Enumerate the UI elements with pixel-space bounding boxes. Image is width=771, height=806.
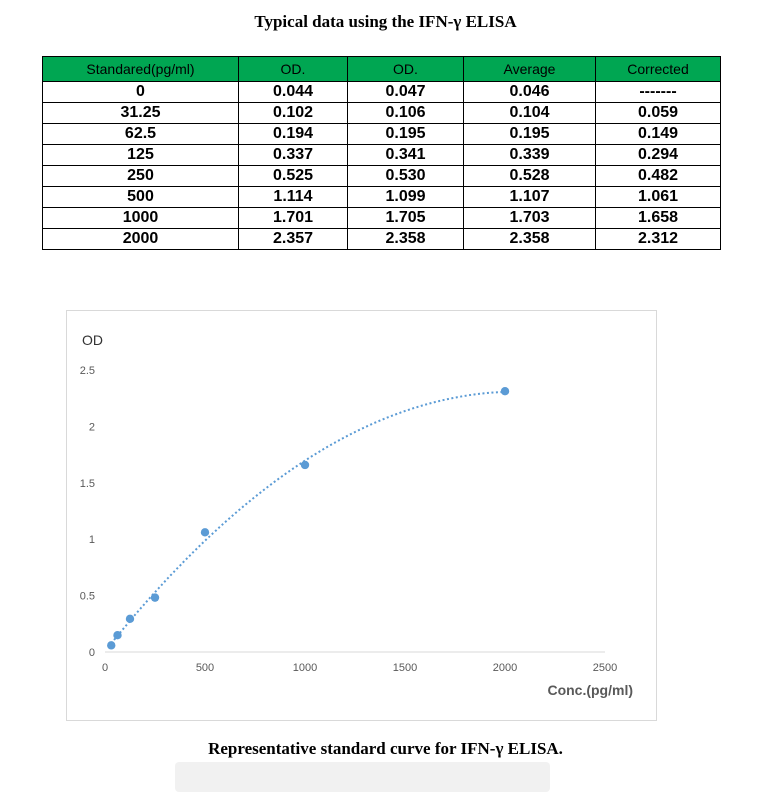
column-header: Average	[464, 57, 596, 82]
data-point	[201, 528, 209, 536]
table-cell: 0.294	[596, 145, 721, 166]
x-tick-label: 2500	[592, 662, 618, 674]
table-row	[43, 124, 721, 145]
table-cell: 2.358	[464, 229, 596, 250]
y-tick-label: 2	[88, 421, 95, 434]
table-cell: 0.104	[464, 103, 596, 124]
table-cell: 0	[43, 82, 239, 103]
table-row	[43, 82, 721, 103]
table-cell: 0.044	[239, 82, 348, 103]
table-row	[43, 229, 721, 250]
data-table	[42, 56, 721, 250]
data-point	[107, 641, 115, 649]
table-cell: 0.195	[348, 124, 464, 145]
x-tick-labels	[102, 662, 617, 674]
table-cell: 1.099	[348, 187, 464, 208]
table-cell: 1.705	[348, 208, 464, 229]
column-header: Standared(pg/ml)	[43, 57, 239, 82]
y-tick-label: 1	[88, 534, 95, 547]
table-cell: 0.106	[348, 103, 464, 124]
table-cell: 1.701	[239, 208, 348, 229]
data-point	[301, 461, 309, 469]
table-cell: 0.194	[239, 124, 348, 145]
table-cell: 125	[43, 145, 239, 166]
table-cell: 2.358	[348, 229, 464, 250]
table-cell: 0.337	[239, 145, 348, 166]
table-cell: 1.114	[239, 187, 348, 208]
table-row	[43, 103, 721, 124]
table-cell: 0.525	[239, 166, 348, 187]
x-tick-label: 500	[195, 662, 215, 674]
table-cell: 1.703	[464, 208, 596, 229]
table-row	[43, 208, 721, 229]
x-tick-label: 0	[101, 662, 109, 674]
decorative-shadow-bar	[175, 762, 550, 792]
table-cell: 1.658	[596, 208, 721, 229]
table-cell: 0.482	[596, 166, 721, 187]
table-cell: 0.195	[464, 124, 596, 145]
y-tick-labels	[80, 365, 95, 659]
table-cell: 0.149	[596, 124, 721, 145]
table-cell: 2.357	[239, 229, 348, 250]
table-cell: 0.102	[239, 103, 348, 124]
standard-curve-chart	[66, 310, 657, 721]
trendline	[111, 392, 505, 644]
data-point	[126, 615, 134, 623]
table-cell: 0.341	[348, 145, 464, 166]
y-tick-label: 1.5	[79, 477, 95, 490]
table-row	[43, 166, 721, 187]
chart-svg	[67, 311, 656, 720]
table-cell: 500	[43, 187, 239, 208]
y-tick-label: 0.5	[79, 590, 95, 603]
table-row	[43, 187, 721, 208]
y-tick-label: 0	[88, 647, 95, 659]
chart-caption: Representative standard curve for IFN-γ ELISA.	[208, 739, 563, 758]
column-header: OD.	[239, 57, 348, 82]
data-point	[113, 631, 121, 639]
y-tick-label: 2.5	[79, 365, 95, 377]
table-row	[43, 145, 721, 166]
table-cell: 0.530	[348, 166, 464, 187]
x-tick-label: 2000	[492, 662, 518, 674]
table-cell: 0.528	[464, 166, 596, 187]
x-axis-label: Conc.(pg/ml)	[547, 682, 633, 698]
x-tick-label: 1500	[392, 662, 418, 674]
data-point	[501, 387, 509, 395]
table-header-row	[43, 57, 721, 82]
x-tick-label: 1000	[292, 662, 318, 674]
table-cell: 62.5	[43, 124, 239, 145]
table-cell: 1000	[43, 208, 239, 229]
table-cell: 1.061	[596, 187, 721, 208]
table-cell: 2.312	[596, 229, 721, 250]
y-axis-label: OD	[82, 332, 103, 348]
column-header: Corrected	[596, 57, 721, 82]
data-points	[107, 387, 509, 650]
table-cell: 250	[43, 166, 239, 187]
data-point	[151, 593, 159, 601]
table-cell: 0.059	[596, 103, 721, 124]
table-cell: 2000	[43, 229, 239, 250]
table-cell: 0.046	[464, 82, 596, 103]
page-title: Typical data using the IFN-γ ELISA	[254, 12, 517, 31]
table-cell: 0.047	[348, 82, 464, 103]
column-header: OD.	[348, 57, 464, 82]
table-cell: 0.339	[464, 145, 596, 166]
table-cell: 1.107	[464, 187, 596, 208]
table-cell: -------	[596, 82, 721, 103]
table-cell: 31.25	[43, 103, 239, 124]
